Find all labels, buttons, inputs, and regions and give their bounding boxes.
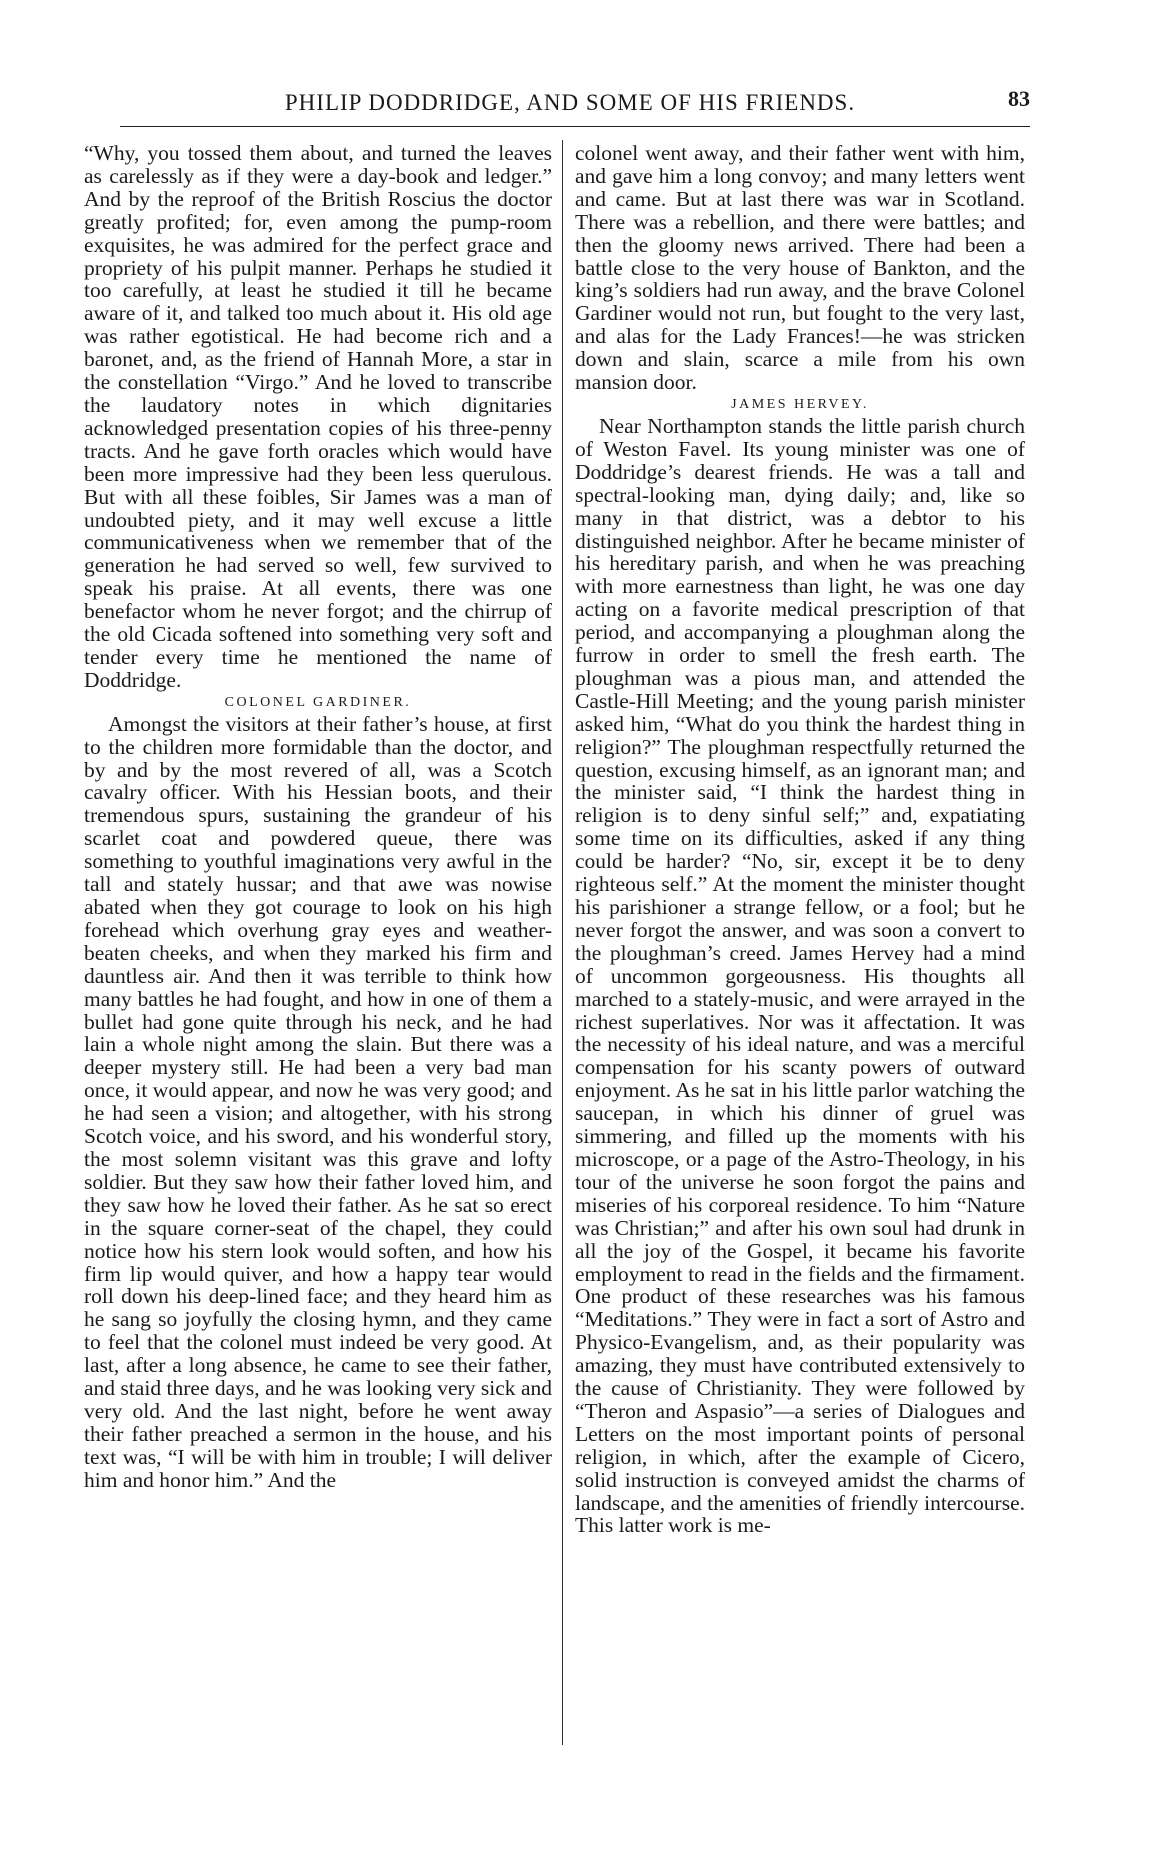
header-rule [120, 126, 1030, 127]
gardiner-paragraph: Amongst the visitors at their father’s house, at first to the children more formidable than the doctor, and by and by the most revered of all, was a Scotch cavalry officer. With his Hessian boots, and their tremendous spurs, sustaining the grandeur of his scarlet coat and powdered queue, there was something to youthful imaginations very awful in the tall and stately hussar; and that awe was nowise abated when they got courage to look on his high forehead which overhung gray eyes and weather-beaten cheeks, and when they marked his firm and dauntless air. And then it was terrible to think how many battles he had fought, and how in one of them a bullet had gone quite through his neck, and he had lain a whole night among the slain. But there was a deeper mystery still. He had been a very bad man once, it would appear, and now he was very good; and he had seen a vision; and altogether, with his strong Scotch voice, and his sword, and his wonderful story, the most solemn visitant was this grave and lofty soldier. But they saw how their father loved him, and they saw how he loved their father. As he sat so erect in the square corner-seat of the chapel, they could notice how his stern look would soften, and how his firm lip would quiver, and how a happy tear would roll down his deep-lined face; and they heard him as he sang so joyfully the closing hymn, and they came to feel that the colonel must indeed be very good. At last, after a long absence, he came to see their father, and staid three days, and he was looking very sick and very old. And the last night, before he went away their father preached a sermon in the house, and his text was, “I will be with him in trouble; I will deliver him and honor him.” And the [84, 711, 552, 1492]
left-column [84, 142, 552, 1492]
page-header [80, 86, 1060, 130]
right-column [575, 142, 1025, 1537]
column-divider [562, 140, 563, 1745]
continuation-paragraph: colonel went away, and their father went with him, and gave him a long convoy; and many letters went and came. But at last there was war in Scotland. There was a rebellion, and there were battles; and then the gloomy news arrived. There had been a battle close to the very house of Bankton, and the king’s soldiers had run away, and the brave Colonel Gardiner would not run, but fought to the very last, and alas for the Lady Frances!—he was stricken down and slain, scarce a mile from his own mansion door. [575, 141, 1025, 395]
section-heading-colonel-gardiner: COLONEL GARDINER. [224, 694, 412, 710]
running-title: PHILIP DODDRIDGE, AND SOME OF HIS FRIENDS. [284, 90, 856, 115]
section-heading-james-hervey: JAMES HERVEY. [731, 396, 869, 412]
opening-paragraph: “Why, you tossed them about, and turned the leaves as carelessly as if they were a day-book and ledger.” And by the reproof of the British Roscius the doctor greatly profited; for, even among the pump-room exquisites, he was admired for the perfect grace and propriety of his pulpit manner. Perhaps he studied it too carefully, at least he studied it till he became aware of it, and talked too much about it. His old age was rather egotistical. He had become rich and a baronet, and, as the friend of Hannah More, a star in the constellation “Virgo.” And he loved to transcribe the laudatory notes in which dignitaries acknowledged presentation copies of his three-penny tracts. And he gave forth oracles which would have been more impressive had they been less querulous. But with all these foibles, Sir James was a man of undoubted piety, and it may well excuse a little communicativeness when we remember that of the generation he had served so well, few survived to speak his praise. At all events, there was one benefactor whom he never forgot; and the chirrup of the old Cicada softened into something very soft and tender every time he mentioned the name of Doddridge. [84, 141, 552, 692]
page-number: 83 [1008, 86, 1030, 111]
hervey-paragraph: Near Northampton stands the little parish church of Weston Favel. Its young minister was one of Doddridge’s dearest friends. He was a tall and spectral-looking man, dying daily; and, like so many in that district, was a debtor to his distinguished neighbor. After he became minister of his hereditary parish, and when he was preaching with more earnestness than light, he was one day acting on a favorite medical prescription of that period, and accompanying a ploughman along the furrow in order to smell the fresh earth. The ploughman was a pious man, and attended the Castle-Hill Meeting; and the young parish minister asked him, “What do you think the hardest thing in religion?” The ploughman respectfully returned the question, excusing himself, as an ignorant man; and the minister said, “I think the hardest thing in religion is to deny sinful self;” and, expatiating some time on its difficulties, asked if any thing could be harder? “No, sir, except it be to deny righteous self.” At the moment the minister thought his parishioner a strange fellow, or a fool; but he never forgot the answer, and was soon a convert to the ploughman’s creed. James Hervey had a mind of uncommon gorgeousness. His thoughts all marched to a stately-music, and were arrayed in the richest superlatives. Nor was it affectation. It was the necessity of his ideal nature, and was a merciful compensation for his scanty powers of outward enjoyment. As he sat in his little parlor watching the saucepan, in which his dinner of gruel was simmering, and filled up the moments with his microscope, or a page of the Astro-Theology, in his tour of the universe he soon forgot the pains and miseries of his corporeal residence. To him “Nature was Christian;” and after his own soul had drunk in all the joy of the Gospel, it became his favorite employment to read in the fields and the firmament. One product of these researches was his famous “Meditations.” They were in fact a sort of Astro and Physico-Evangelism, and, as their popularity was amazing, they must have contributed extensively to the cause of Christianity. They were followed by “Theron and Aspasio”—a series of Dialogues and Letters on the most important points of personal religion, in which, after the example of Cicero, solid instruction is conveyed amidst the charms of landscape, and the amenities of friendly intercourse. This latter work is me- [575, 413, 1025, 1538]
